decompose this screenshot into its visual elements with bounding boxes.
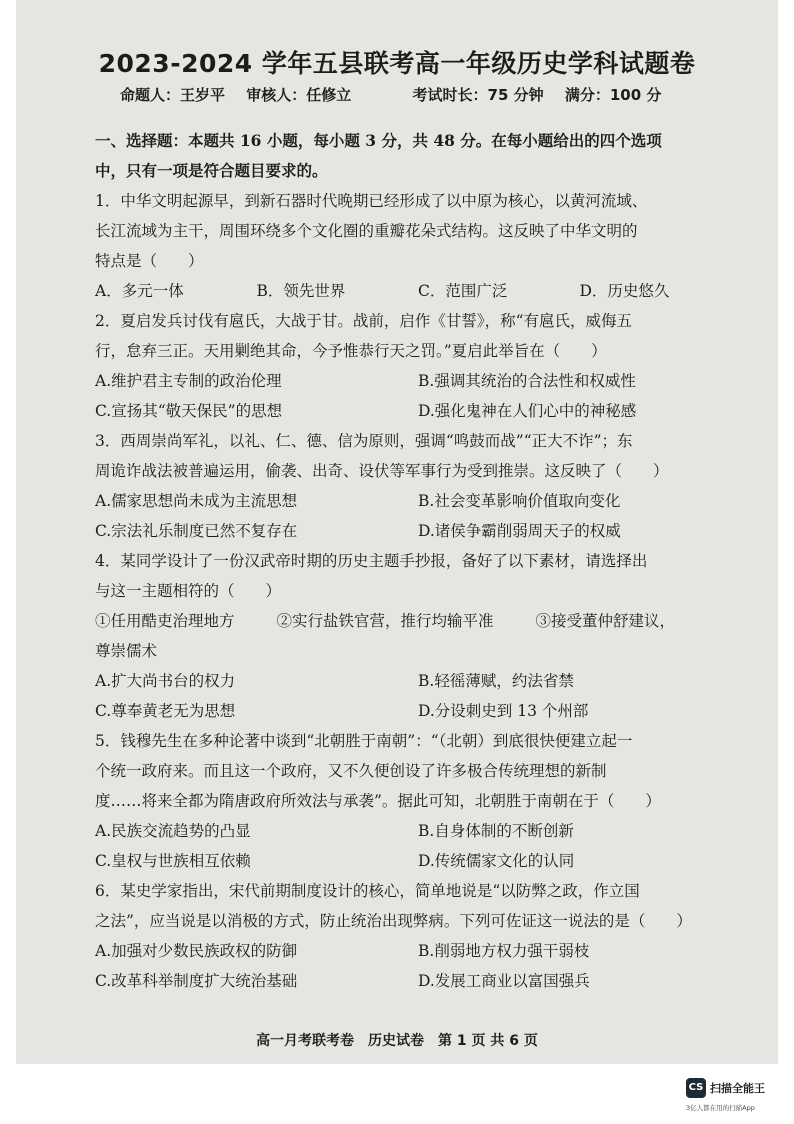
question-stem-line: 长江流域为主干，周围环绕多个文化圈的重瓣花朵式结构。这反映了中华文明的	[95, 222, 638, 240]
scanner-watermark	[686, 1078, 786, 1118]
option-b: B.削弱地方权力强干弱枝	[418, 942, 590, 960]
question-stem-line: 与这一主题相符的（ ）	[95, 582, 282, 600]
options	[95, 816, 741, 876]
reviewer: 审核人：任修立	[246, 86, 352, 104]
option-b: B.自身体制的不断创新	[418, 822, 574, 840]
duration: 考试时长：75 分钟	[412, 86, 544, 104]
material-1: ①任用酷吏治理地方	[95, 612, 235, 630]
options	[95, 486, 741, 546]
option-c: C.宣扬其“敬天保民”的思想	[95, 402, 283, 420]
option-d: D．历史悠久	[579, 282, 670, 300]
material-3: ③接受董仲舒建议，	[535, 612, 676, 630]
option-d: D.传统儒家文化的认同	[418, 852, 575, 870]
materials	[95, 606, 741, 636]
exam-title: 2023-2024 学年五县联考高一年级历史学科试题卷	[98, 49, 696, 78]
setter: 命题人：王岁平	[120, 86, 226, 104]
question-6	[95, 876, 741, 996]
option-b: B.强调其统治的合法性和权威性	[418, 372, 636, 390]
option-c: C.尊奉黄老无为思想	[95, 702, 236, 720]
options	[95, 366, 741, 426]
option-a: A.加强对少数民族政权的防御	[95, 942, 298, 960]
question-stem-line: 行，怠弃三正。天用剿绝其命，今予惟恭行天之罚。”夏启此举旨在（ ）	[95, 342, 607, 360]
option-b: B.社会变革影响价值取向变化	[418, 492, 621, 510]
options	[95, 936, 741, 996]
option-c: C．范围广泛	[418, 282, 508, 300]
option-a: A.民族交流趋势的凸显	[95, 822, 251, 840]
exam-content	[95, 126, 741, 996]
exam-meta	[120, 84, 738, 105]
material-2: ②实行盐铁官营，推行均输平准	[276, 612, 494, 630]
option-a: A.儒家思想尚未成为主流思想	[95, 492, 298, 510]
option-c: C.宗法礼乐制度已然不复存在	[95, 522, 298, 540]
question-stem-line: 度……将来全都为隋唐政府所效法与承袭”。据此可知，北朝胜于南朝在于（ ）	[95, 792, 661, 810]
options	[95, 276, 741, 306]
option-a: A.扩大尚书台的权力	[95, 672, 236, 690]
options	[95, 666, 741, 726]
option-b: B.轻徭薄赋，约法省禁	[418, 672, 574, 690]
page-footer: 高一月考联考卷 历史试卷 第 1 页 共 6 页	[256, 1033, 538, 1049]
exam-page	[16, 0, 778, 1064]
question-stem-line: 3．西周崇尚军礼，以礼、仁、德、信为原则，强调“鸣鼓而战”“正大不诈”；东	[95, 432, 633, 450]
question-3	[95, 426, 741, 546]
question-1	[95, 186, 741, 306]
question-stem-line: 特点是（ ）	[95, 252, 204, 270]
option-c: C.改革科举制度扩大统治基础	[95, 972, 298, 990]
option-d: D.分设刺史到 13 个州部	[418, 702, 589, 720]
question-2	[95, 306, 741, 426]
brand-tagline: 3亿人都在用的扫描App	[686, 1104, 755, 1112]
question-4	[95, 546, 741, 726]
option-d: D.诸侯争霸削弱周天子的权威	[418, 522, 621, 540]
option-a: A．多元一体	[95, 282, 184, 300]
question-stem-line: 4．某同学设计了一份汉武帝时期的历史主题手抄报，备好了以下素材，请选择出	[95, 552, 648, 570]
option-d: D.发展工商业以富国强兵	[418, 972, 590, 990]
question-stem-line: 5．钱穆先生在多种论著中谈到“北朝胜于南朝”：“（北朝）到底很快便建立起一	[95, 732, 633, 750]
option-c: C.皇权与世族相互依赖	[95, 852, 251, 870]
option-b: B．领先世界	[256, 282, 346, 300]
question-stem-line: 2．夏启发兵讨伐有扈氏，大战于甘。战前，启作《甘誓》，称“有扈氏，威侮五	[95, 312, 633, 330]
question-stem-line: 之法”，应当说是以消极的方式，防止统治出现弊病。下列可佐证这一说法的是（ ）	[95, 912, 692, 930]
section-heading: 一、选择题：本题共 16 小题，每小题 3 分，共 48 分。在每小题给出的四个选项 中，只有一项是符合题目要求的。	[95, 131, 662, 180]
question-stem-line: 周诡诈战法被普遍运用，偷袭、出奇、设伏等军事行为受到推崇。这反映了（ ）	[95, 462, 669, 480]
question-stem-line: 6．某史学家指出，宋代前期制度设计的核心，简单地说是“以防弊之政，作立国	[95, 882, 640, 900]
brand-name: 扫描全能王	[710, 1082, 765, 1095]
material-3-continued: 尊崇儒术	[95, 642, 158, 660]
full-score: 满分：100 分	[564, 86, 662, 104]
question-5	[95, 726, 741, 876]
option-a: A.维护君主专制的政治伦理	[95, 372, 282, 390]
option-d: D.强化鬼神在人们心中的神秘感	[418, 402, 637, 420]
camscanner-logo-icon: CS	[686, 1078, 706, 1098]
question-stem-line: 个统一政府来。而且这一个政府，又不久便创设了许多极合传统理想的新制	[95, 762, 607, 780]
question-stem-line: 1．中华文明起源早，到新石器时代晚期已经形成了以中原为核心，以黄河流域、	[95, 192, 648, 210]
